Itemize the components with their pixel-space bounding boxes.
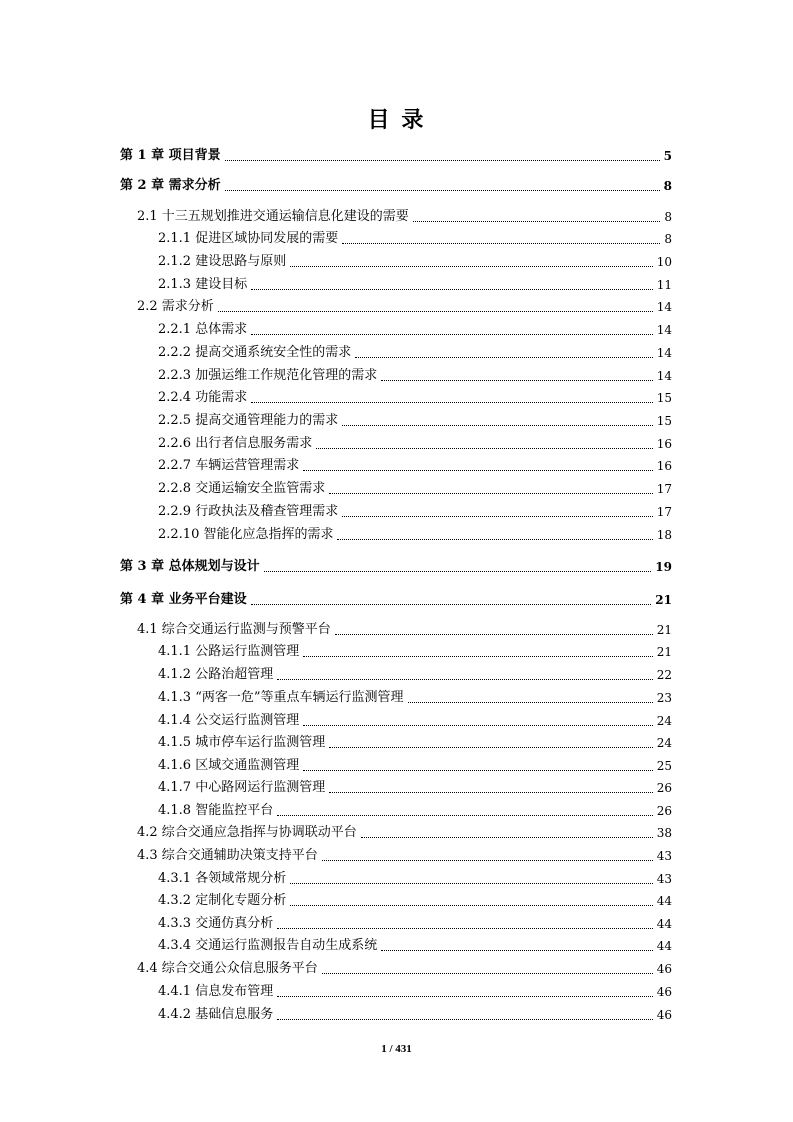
toc-entry-label: 2.2.8 交通运输安全监管需求 xyxy=(158,481,326,496)
toc-entry-page: 14 xyxy=(656,346,672,360)
toc-entry-label: 4.1.8 智能监控平台 xyxy=(158,803,274,818)
toc-dot-leader xyxy=(408,702,653,703)
toc-dot-leader xyxy=(329,747,653,748)
toc-entry[interactable] xyxy=(158,869,672,889)
toc-entry-page: 8 xyxy=(663,179,672,193)
toc-entry[interactable] xyxy=(158,891,672,911)
toc-entry-page: 15 xyxy=(656,391,672,405)
toc-entry[interactable] xyxy=(137,297,672,317)
toc-title: 目 录 xyxy=(367,108,426,133)
toc-entry[interactable] xyxy=(158,936,672,956)
toc-entry-label: 4.1.3 “两客一危”等重点车辆运行监测管理 xyxy=(158,690,404,705)
toc-entry[interactable] xyxy=(137,823,672,843)
toc-dot-leader xyxy=(337,539,652,540)
toc-dot-leader xyxy=(277,996,653,997)
toc-entry-label: 4.1 综合交通运行监测与预警平台 xyxy=(137,622,331,637)
toc-entry[interactable] xyxy=(158,688,672,708)
toc-dot-leader xyxy=(381,380,653,381)
toc-entry-page: 25 xyxy=(656,759,672,773)
toc-entry-label: 2.1.2 建设思路与原则 xyxy=(158,254,287,269)
toc-entry-label: 4.1.5 城市停车运行监测管理 xyxy=(158,735,326,750)
toc-entry-label: 2.2.3 加强运维工作规范化管理的需求 xyxy=(158,368,378,383)
toc-entry[interactable] xyxy=(158,801,672,821)
toc-entry[interactable] xyxy=(158,642,672,662)
toc-dot-leader xyxy=(277,815,653,816)
toc-dot-leader xyxy=(303,770,653,771)
toc-entry-page: 22 xyxy=(656,668,672,682)
toc-entry-label: 4.1.7 中心路网运行监测管理 xyxy=(158,780,326,795)
toc-dot-leader xyxy=(251,402,653,403)
toc-dot-leader xyxy=(342,425,653,426)
toc-entry-label: 2.1.3 建设目标 xyxy=(158,277,248,292)
toc-entry[interactable] xyxy=(158,778,672,798)
toc-entry[interactable] xyxy=(158,343,672,363)
toc-entry-page: 5 xyxy=(663,149,672,163)
toc-entry-label: 2.1.1 促进区域协同发展的需要 xyxy=(158,231,339,246)
toc-entry-label: 2.2.10 智能化应急指挥的需求 xyxy=(158,527,334,542)
toc-entry[interactable] xyxy=(158,733,672,753)
toc-dot-leader xyxy=(303,656,653,657)
toc-entry[interactable] xyxy=(158,252,672,272)
toc-entry-page: 14 xyxy=(656,369,672,383)
toc-entry[interactable] xyxy=(158,411,672,431)
toc-entry-page: 11 xyxy=(656,278,672,292)
toc-dot-leader xyxy=(277,928,653,929)
toc-entry[interactable] xyxy=(120,176,672,196)
toc-entry-page: 24 xyxy=(656,714,672,728)
toc-entry-page: 44 xyxy=(656,917,672,931)
toc-entry-label: 2.2.5 提高交通管理能力的需求 xyxy=(158,413,339,428)
toc-entry-label: 2.2.4 功能需求 xyxy=(158,390,248,405)
toc-dot-leader xyxy=(413,221,661,222)
toc-entry[interactable] xyxy=(137,207,672,227)
toc-entry-label: 2.2.9 行政执法及稽查管理需求 xyxy=(158,504,339,519)
toc-entry-page: 43 xyxy=(656,849,672,863)
toc-dot-leader xyxy=(381,950,653,951)
toc-dot-leader xyxy=(218,311,653,312)
toc-entry-page: 26 xyxy=(656,781,672,795)
toc-entry[interactable] xyxy=(158,320,672,340)
toc-entry-page: 44 xyxy=(656,939,672,953)
toc-entry-page: 46 xyxy=(656,985,672,999)
toc-entry[interactable] xyxy=(158,456,672,476)
toc-entry[interactable] xyxy=(120,557,672,577)
toc-entry[interactable] xyxy=(158,982,672,1002)
toc-entry-page: 18 xyxy=(656,528,672,542)
toc-entry-label: 4.4.1 信息发布管理 xyxy=(158,984,274,999)
toc-dot-leader xyxy=(277,1019,653,1020)
toc-dot-leader xyxy=(316,448,653,449)
toc-entry[interactable] xyxy=(137,846,672,866)
toc-entry[interactable] xyxy=(158,434,672,454)
toc-entry[interactable] xyxy=(158,388,672,408)
toc-entry[interactable] xyxy=(158,756,672,776)
toc-dot-leader xyxy=(322,860,653,861)
toc-entry[interactable] xyxy=(158,229,672,249)
toc-entry[interactable] xyxy=(158,665,672,685)
toc-entry[interactable] xyxy=(158,502,672,522)
toc-entry[interactable] xyxy=(137,959,672,979)
toc-entry-page: 43 xyxy=(656,872,672,886)
toc-entry[interactable] xyxy=(120,590,672,610)
toc-entry-label: 4.4 综合交通公众信息服务平台 xyxy=(137,961,318,976)
toc-entry-label: 4.4.2 基础信息服务 xyxy=(158,1007,274,1022)
toc-dot-leader xyxy=(290,905,653,906)
toc-entry-label: 第 2 章 需求分析 xyxy=(120,178,221,193)
toc-dot-leader xyxy=(303,470,653,471)
toc-dot-leader xyxy=(335,634,653,635)
toc-dot-leader xyxy=(329,792,653,793)
toc-entry-page: 17 xyxy=(656,505,672,519)
toc-entry-page: 21 xyxy=(656,645,672,659)
toc-dot-leader xyxy=(342,516,653,517)
toc-dot-leader xyxy=(322,973,653,974)
toc-dot-leader xyxy=(251,334,653,335)
toc-entry-label: 第 3 章 总体规划与设计 xyxy=(120,559,260,574)
toc-entry[interactable] xyxy=(158,1005,672,1025)
toc-dot-leader xyxy=(251,604,652,605)
toc-entry-label: 4.3.1 各领域常规分析 xyxy=(158,871,287,886)
toc-entry-page: 17 xyxy=(656,482,672,496)
toc-dot-leader xyxy=(277,679,653,680)
toc-entry-label: 4.3 综合交通辅助决策支持平台 xyxy=(137,848,318,863)
toc-entry-label: 第 1 章 项目背景 xyxy=(120,148,221,163)
toc-entry-label: 4.1.2 公路治超管理 xyxy=(158,667,274,682)
toc-entry-page: 38 xyxy=(656,826,672,840)
toc-entry-label: 4.3.3 交通仿真分析 xyxy=(158,916,274,931)
toc-entry[interactable] xyxy=(158,525,672,545)
toc-dot-leader xyxy=(290,883,653,884)
toc-entry-page: 15 xyxy=(656,414,672,428)
toc-entry-page: 14 xyxy=(656,300,672,314)
toc-entry-page: 16 xyxy=(656,437,672,451)
toc-entry-label: 4.1.4 公交运行监测管理 xyxy=(158,713,300,728)
toc-entry-page: 21 xyxy=(656,623,672,637)
toc-entry[interactable] xyxy=(158,479,672,499)
toc-entry-page: 46 xyxy=(656,1008,672,1022)
toc-entry-label: 第 4 章 业务平台建设 xyxy=(120,592,247,607)
toc-entry[interactable] xyxy=(137,620,672,640)
toc-entry[interactable] xyxy=(158,914,672,934)
toc-dot-leader xyxy=(303,725,653,726)
toc-entry-page: 14 xyxy=(656,323,672,337)
toc-entry-label: 4.2 综合交通应急指挥与协调联动平台 xyxy=(137,825,357,840)
toc-dot-leader xyxy=(225,190,660,191)
toc-entry-page: 19 xyxy=(655,560,672,574)
toc-dot-leader xyxy=(225,160,660,161)
toc-entry[interactable] xyxy=(158,275,672,295)
toc-entry-page: 24 xyxy=(656,736,672,750)
toc-dot-leader xyxy=(251,289,653,290)
toc-dot-leader xyxy=(355,357,653,358)
page-number: 1 / 431 xyxy=(381,1043,412,1055)
toc-entry-page: 46 xyxy=(656,962,672,976)
toc-entry-label: 4.3.2 定制化专题分析 xyxy=(158,893,287,908)
toc-entry-page: 10 xyxy=(656,255,672,269)
toc-entry-label: 2.2.2 提高交通系统安全性的需求 xyxy=(158,345,352,360)
toc-entry-page: 8 xyxy=(664,232,672,246)
toc-entry-label: 4.1.6 区域交通监测管理 xyxy=(158,758,300,773)
toc-entry-label: 2.2.6 出行者信息服务需求 xyxy=(158,436,313,451)
toc-entry-page: 26 xyxy=(656,804,672,818)
toc-entry[interactable] xyxy=(120,146,672,166)
toc-entry-page: 21 xyxy=(655,593,672,607)
toc-dot-leader xyxy=(264,571,652,572)
toc-entry[interactable] xyxy=(158,711,672,731)
toc-dot-leader xyxy=(290,266,653,267)
toc-entry-label: 2.2.1 总体需求 xyxy=(158,322,248,337)
toc-entry-page: 8 xyxy=(664,210,672,224)
toc-entry-label: 2.2 需求分析 xyxy=(137,299,214,314)
toc-entry-label: 4.1.1 公路运行监测管理 xyxy=(158,644,300,659)
toc-entry-page: 44 xyxy=(656,894,672,908)
toc-entry-label: 2.2.7 车辆运营管理需求 xyxy=(158,458,300,473)
toc-entry-page: 16 xyxy=(656,459,672,473)
toc-dot-leader xyxy=(329,493,653,494)
toc-entry-label: 4.3.4 交通运行监测报告自动生成系统 xyxy=(158,938,378,953)
toc-dot-leader xyxy=(361,837,653,838)
toc-entry-label: 2.1 十三五规划推进交通运输信息化建设的需要 xyxy=(137,209,409,224)
toc-entry[interactable] xyxy=(158,366,672,386)
toc-entry-page: 23 xyxy=(656,691,672,705)
toc-dot-leader xyxy=(342,243,660,244)
